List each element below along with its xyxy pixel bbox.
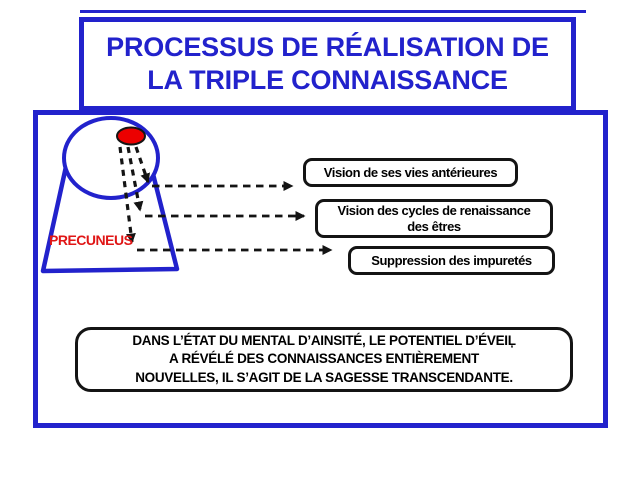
precuneus-label: PRECUNEUS	[49, 232, 133, 248]
vision-box-rebirth-cycles-label-line-1: Vision des cycles de renaissance	[337, 202, 531, 218]
statement-line-1: DANS L’ÉTAT DU MENTAL D’AINSITÉ, LE POTENTIEL D’ÉVEIĻ	[132, 332, 516, 348]
vision-box-anterior-lives-label: Vision de ses vies antérieures	[323, 164, 498, 180]
vision-box-rebirth-cycles-label-line-2: des êtres	[407, 218, 461, 234]
page-title-line-1: PROCESSUS DE RÉALISATION DE	[106, 32, 549, 62]
vision-box-anterior-lives	[303, 158, 518, 187]
vision-box-impurities-removal-label: Suppression des impuretés	[371, 252, 532, 268]
precuneus-spot	[117, 128, 145, 145]
top-divider-line	[80, 10, 586, 13]
statement-box	[75, 327, 573, 392]
vision-box-rebirth-cycles	[315, 199, 553, 238]
page-title-line-2: LA TRIPLE CONNAISSANCE	[147, 65, 508, 95]
statement-line-2: A RÉVÉLÉ DES CONNAISSANCES ENTIÈREMENT	[169, 351, 479, 367]
statement-line-3: NOUVELLES, IL S’AGIT DE LA SAGESSE TRANSCENDANTE.	[135, 369, 513, 385]
diagram-panel	[33, 110, 608, 428]
vision-box-impurities-removal	[348, 246, 555, 275]
head-circle	[64, 118, 158, 198]
title-box	[79, 17, 576, 111]
